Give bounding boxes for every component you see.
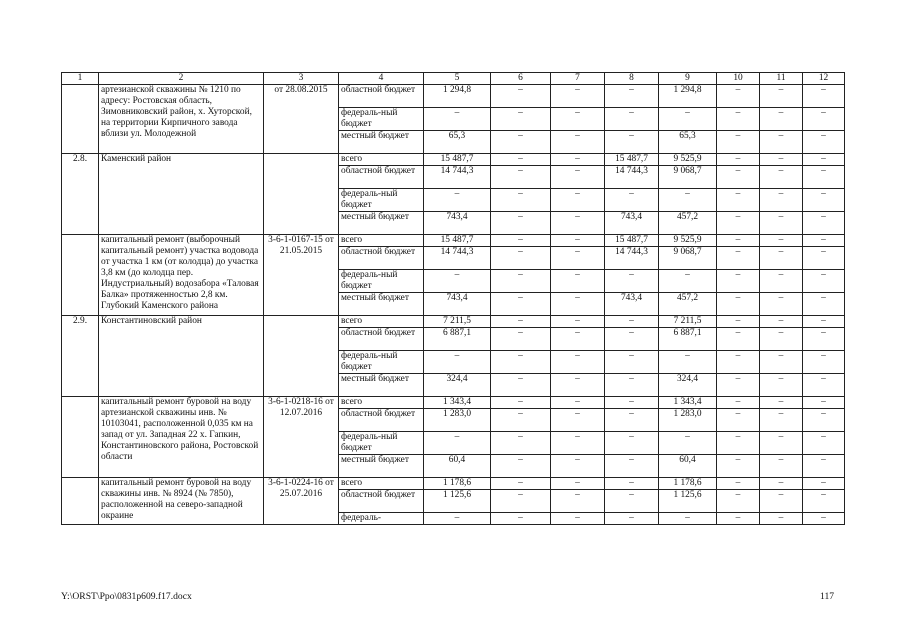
- empty-value-cell: –: [659, 270, 717, 293]
- object-name: капитальный ремонт буровой на воду артезианской скважины инв. № 10103041, расположенной 0,035 км на запад от ул. Западная 22 х. Гапкин, Константиновского района, Ростовской области: [99, 397, 264, 478]
- empty-value-cell: –: [491, 432, 551, 455]
- amount-cell: 9 068,7: [659, 166, 717, 189]
- empty-value-cell: –: [717, 513, 760, 525]
- empty-value-cell: –: [551, 490, 605, 513]
- empty-value-cell: –: [803, 293, 845, 316]
- empty-value-cell: –: [760, 108, 803, 131]
- empty-value-cell: –: [717, 154, 760, 166]
- funding-source: областной бюджет: [339, 166, 424, 189]
- document-reference: 3-6-1-0167-15 от 21.05.2015: [264, 235, 339, 316]
- empty-value-cell: –: [605, 374, 659, 397]
- row-number: 2.8.: [62, 154, 99, 235]
- amount-cell: 14 744,3: [424, 247, 491, 270]
- empty-value-cell: –: [551, 270, 605, 293]
- amount-cell: 457,2: [659, 293, 717, 316]
- empty-value-cell: –: [551, 154, 605, 166]
- amount-cell: 9 068,7: [659, 247, 717, 270]
- funding-source: федераль-ный бюджет: [339, 108, 424, 131]
- empty-value-cell: –: [551, 212, 605, 235]
- empty-value-cell: –: [424, 351, 491, 374]
- empty-value-cell: –: [605, 270, 659, 293]
- empty-value-cell: –: [717, 189, 760, 212]
- empty-value-cell: –: [491, 316, 551, 328]
- empty-value-cell: –: [491, 247, 551, 270]
- column-number-row: [62, 73, 845, 85]
- table-body: [62, 85, 845, 525]
- empty-value-cell: –: [551, 432, 605, 455]
- empty-value-cell: –: [491, 166, 551, 189]
- empty-value-cell: –: [551, 397, 605, 409]
- amount-cell: 1 294,8: [424, 85, 491, 108]
- column-number-header: 1: [62, 73, 99, 85]
- empty-value-cell: –: [551, 247, 605, 270]
- empty-value-cell: –: [803, 247, 845, 270]
- empty-value-cell: –: [803, 189, 845, 212]
- empty-value-cell: –: [605, 108, 659, 131]
- empty-value-cell: –: [760, 235, 803, 247]
- empty-value-cell: –: [659, 189, 717, 212]
- empty-value-cell: –: [717, 351, 760, 374]
- amount-cell: 1 283,0: [659, 409, 717, 432]
- empty-value-cell: –: [803, 166, 845, 189]
- table-row: [62, 316, 845, 328]
- empty-value-cell: –: [551, 351, 605, 374]
- empty-value-cell: –: [551, 235, 605, 247]
- funding-source: областной бюджет: [339, 409, 424, 432]
- row-number: [62, 397, 99, 478]
- object-name: капитальный ремонт (выборочный капитальный ремонт) участка водовода от участка 1 км (от колодца) до участка 3,8 км (до колодца пер. Индустриальный) водозабора «Таловая Балка» протяженностью 2,8 км. Глубокий Каменского района: [99, 235, 264, 316]
- amount-cell: 1 343,4: [659, 397, 717, 409]
- empty-value-cell: –: [551, 108, 605, 131]
- empty-value-cell: –: [551, 374, 605, 397]
- amount-cell: 14 744,3: [605, 166, 659, 189]
- funding-source: федераль-ный бюджет: [339, 270, 424, 293]
- empty-value-cell: –: [491, 513, 551, 525]
- empty-value-cell: –: [605, 478, 659, 490]
- amount-cell: 743,4: [605, 212, 659, 235]
- document-reference: 3-6-1-0218-16 от 12.07.2016: [264, 397, 339, 478]
- empty-value-cell: –: [551, 189, 605, 212]
- empty-value-cell: –: [803, 316, 845, 328]
- empty-value-cell: –: [803, 397, 845, 409]
- empty-value-cell: –: [605, 131, 659, 154]
- empty-value-cell: –: [717, 316, 760, 328]
- table-row: [62, 235, 845, 247]
- empty-value-cell: –: [717, 166, 760, 189]
- amount-cell: 15 487,7: [424, 154, 491, 166]
- empty-value-cell: –: [760, 154, 803, 166]
- row-number: [62, 85, 99, 154]
- funding-source: федераль-: [339, 513, 424, 525]
- empty-value-cell: –: [717, 455, 760, 478]
- empty-value-cell: –: [760, 328, 803, 351]
- empty-value-cell: –: [760, 351, 803, 374]
- object-name: капитальный ремонт буровой на воду скважины инв. № 8924 (№ 7850), расположенной на северо-западной окраине: [99, 478, 264, 525]
- empty-value-cell: –: [717, 374, 760, 397]
- empty-value-cell: –: [491, 455, 551, 478]
- empty-value-cell: –: [803, 351, 845, 374]
- row-number: 2.9.: [62, 316, 99, 397]
- funding-source: местный бюджет: [339, 293, 424, 316]
- funding-source: федераль-ный бюджет: [339, 189, 424, 212]
- amount-cell: 15 487,7: [605, 235, 659, 247]
- column-number-header: 8: [605, 73, 659, 85]
- empty-value-cell: –: [803, 328, 845, 351]
- document-reference: 3-6-1-0224-16 от 25.07.2016: [264, 478, 339, 525]
- empty-value-cell: –: [717, 490, 760, 513]
- empty-value-cell: –: [659, 513, 717, 525]
- empty-value-cell: –: [803, 513, 845, 525]
- amount-cell: 1 178,6: [424, 478, 491, 490]
- empty-value-cell: –: [551, 478, 605, 490]
- column-number-header: 7: [551, 73, 605, 85]
- amount-cell: 324,4: [424, 374, 491, 397]
- funding-source: местный бюджет: [339, 212, 424, 235]
- empty-value-cell: –: [424, 189, 491, 212]
- empty-value-cell: –: [605, 432, 659, 455]
- empty-value-cell: –: [491, 108, 551, 131]
- table-row: [62, 154, 845, 166]
- budget-table: [61, 72, 845, 525]
- amount-cell: 7 211,5: [659, 316, 717, 328]
- amount-cell: 7 211,5: [424, 316, 491, 328]
- empty-value-cell: –: [717, 397, 760, 409]
- empty-value-cell: –: [717, 293, 760, 316]
- empty-value-cell: –: [717, 409, 760, 432]
- empty-value-cell: –: [491, 189, 551, 212]
- amount-cell: 6 887,1: [659, 328, 717, 351]
- row-number: [62, 235, 99, 316]
- funding-source: местный бюджет: [339, 374, 424, 397]
- empty-value-cell: –: [605, 189, 659, 212]
- empty-value-cell: –: [424, 108, 491, 131]
- empty-value-cell: –: [717, 108, 760, 131]
- empty-value-cell: –: [491, 131, 551, 154]
- empty-value-cell: –: [605, 455, 659, 478]
- empty-value-cell: –: [491, 328, 551, 351]
- empty-value-cell: –: [760, 478, 803, 490]
- empty-value-cell: –: [760, 374, 803, 397]
- empty-value-cell: –: [803, 432, 845, 455]
- funding-source: всего: [339, 478, 424, 490]
- column-number-header: 5: [424, 73, 491, 85]
- amount-cell: 65,3: [424, 131, 491, 154]
- empty-value-cell: –: [491, 397, 551, 409]
- funding-source: местный бюджет: [339, 455, 424, 478]
- amount-cell: 1 283,0: [424, 409, 491, 432]
- empty-value-cell: –: [717, 478, 760, 490]
- column-number-header: 3: [264, 73, 339, 85]
- amount-cell: 14 744,3: [605, 247, 659, 270]
- empty-value-cell: –: [551, 166, 605, 189]
- amount-cell: 743,4: [424, 212, 491, 235]
- empty-value-cell: –: [760, 189, 803, 212]
- empty-value-cell: –: [551, 293, 605, 316]
- empty-value-cell: –: [491, 478, 551, 490]
- empty-value-cell: –: [803, 154, 845, 166]
- row-number: [62, 478, 99, 525]
- empty-value-cell: –: [424, 513, 491, 525]
- empty-value-cell: –: [717, 235, 760, 247]
- empty-value-cell: –: [605, 328, 659, 351]
- empty-value-cell: –: [803, 374, 845, 397]
- empty-value-cell: –: [717, 212, 760, 235]
- empty-value-cell: –: [605, 513, 659, 525]
- empty-value-cell: –: [491, 154, 551, 166]
- empty-value-cell: –: [551, 85, 605, 108]
- empty-value-cell: –: [760, 455, 803, 478]
- empty-value-cell: –: [605, 490, 659, 513]
- empty-value-cell: –: [760, 316, 803, 328]
- empty-value-cell: –: [760, 270, 803, 293]
- empty-value-cell: –: [803, 270, 845, 293]
- empty-value-cell: –: [760, 432, 803, 455]
- empty-value-cell: –: [605, 85, 659, 108]
- empty-value-cell: –: [760, 513, 803, 525]
- amount-cell: 60,4: [659, 455, 717, 478]
- empty-value-cell: –: [760, 212, 803, 235]
- column-number-header: 11: [760, 73, 803, 85]
- empty-value-cell: –: [760, 293, 803, 316]
- amount-cell: 743,4: [424, 293, 491, 316]
- table-row: [62, 478, 845, 490]
- empty-value-cell: –: [717, 247, 760, 270]
- empty-value-cell: –: [491, 212, 551, 235]
- empty-value-cell: –: [760, 85, 803, 108]
- empty-value-cell: –: [551, 409, 605, 432]
- amount-cell: 14 744,3: [424, 166, 491, 189]
- empty-value-cell: –: [803, 108, 845, 131]
- page-number: 117: [820, 591, 835, 602]
- empty-value-cell: –: [491, 409, 551, 432]
- amount-cell: 1 343,4: [424, 397, 491, 409]
- table-row: [62, 85, 845, 108]
- empty-value-cell: –: [491, 270, 551, 293]
- empty-value-cell: –: [760, 131, 803, 154]
- amount-cell: 65,3: [659, 131, 717, 154]
- amount-cell: 9 525,9: [659, 154, 717, 166]
- empty-value-cell: –: [551, 455, 605, 478]
- funding-source: областной бюджет: [339, 490, 424, 513]
- funding-source: областной бюджет: [339, 247, 424, 270]
- empty-value-cell: –: [605, 409, 659, 432]
- funding-source: областной бюджет: [339, 85, 424, 108]
- empty-value-cell: –: [551, 513, 605, 525]
- document-reference: [264, 154, 339, 235]
- amount-cell: 457,2: [659, 212, 717, 235]
- column-number-header: 10: [717, 73, 760, 85]
- empty-value-cell: –: [717, 432, 760, 455]
- empty-value-cell: –: [803, 478, 845, 490]
- empty-value-cell: –: [760, 397, 803, 409]
- empty-value-cell: –: [717, 328, 760, 351]
- empty-value-cell: –: [659, 351, 717, 374]
- amount-cell: 60,4: [424, 455, 491, 478]
- empty-value-cell: –: [717, 85, 760, 108]
- amount-cell: 1 125,6: [424, 490, 491, 513]
- funding-source: всего: [339, 235, 424, 247]
- empty-value-cell: –: [424, 270, 491, 293]
- empty-value-cell: –: [803, 212, 845, 235]
- amount-cell: 6 887,1: [424, 328, 491, 351]
- empty-value-cell: –: [717, 131, 760, 154]
- funding-source: областной бюджет: [339, 328, 424, 351]
- table-row: [62, 397, 845, 409]
- empty-value-cell: –: [659, 108, 717, 131]
- empty-value-cell: –: [491, 293, 551, 316]
- empty-value-cell: –: [803, 409, 845, 432]
- amount-cell: 1 294,8: [659, 85, 717, 108]
- funding-source: местный бюджет: [339, 131, 424, 154]
- empty-value-cell: –: [760, 490, 803, 513]
- column-number-header: 6: [491, 73, 551, 85]
- object-name: Константиновский район: [99, 316, 264, 397]
- object-name: Каменский район: [99, 154, 264, 235]
- empty-value-cell: –: [803, 490, 845, 513]
- empty-value-cell: –: [760, 409, 803, 432]
- amount-cell: 1 125,6: [659, 490, 717, 513]
- funding-source: всего: [339, 316, 424, 328]
- empty-value-cell: –: [803, 131, 845, 154]
- amount-cell: 15 487,7: [605, 154, 659, 166]
- funding-source: федераль-ный бюджет: [339, 432, 424, 455]
- empty-value-cell: –: [551, 131, 605, 154]
- funding-source: всего: [339, 397, 424, 409]
- empty-value-cell: –: [491, 374, 551, 397]
- amount-cell: 9 525,9: [659, 235, 717, 247]
- empty-value-cell: –: [605, 397, 659, 409]
- column-number-header: 2: [99, 73, 264, 85]
- funding-source: всего: [339, 154, 424, 166]
- empty-value-cell: –: [760, 166, 803, 189]
- empty-value-cell: –: [491, 85, 551, 108]
- empty-value-cell: –: [717, 270, 760, 293]
- empty-value-cell: –: [491, 235, 551, 247]
- column-number-header: 9: [659, 73, 717, 85]
- empty-value-cell: –: [803, 235, 845, 247]
- amount-cell: 1 178,6: [659, 478, 717, 490]
- amount-cell: 15 487,7: [424, 235, 491, 247]
- column-number-header: 4: [339, 73, 424, 85]
- empty-value-cell: –: [659, 432, 717, 455]
- empty-value-cell: –: [605, 351, 659, 374]
- empty-value-cell: –: [760, 247, 803, 270]
- object-name: артезианской скважины № 1210 по адресу: Ростовская область, Зимовниковский район, х. Хуторской, на территории Кирпичного завода вблизи ул. Молодежной: [99, 85, 264, 154]
- empty-value-cell: –: [605, 316, 659, 328]
- empty-value-cell: –: [551, 316, 605, 328]
- document-reference: от 28.08.2015: [264, 85, 339, 154]
- column-number-header: 12: [803, 73, 845, 85]
- footer-file-path: Y:\ORST\Ppo\0831p609.f17.docx: [61, 591, 192, 602]
- empty-value-cell: –: [491, 490, 551, 513]
- empty-value-cell: –: [803, 455, 845, 478]
- amount-cell: 743,4: [605, 293, 659, 316]
- document-reference: [264, 316, 339, 397]
- empty-value-cell: –: [424, 432, 491, 455]
- funding-source: федераль-ный бюджет: [339, 351, 424, 374]
- empty-value-cell: –: [491, 351, 551, 374]
- amount-cell: 324,4: [659, 374, 717, 397]
- empty-value-cell: –: [803, 85, 845, 108]
- empty-value-cell: –: [551, 328, 605, 351]
